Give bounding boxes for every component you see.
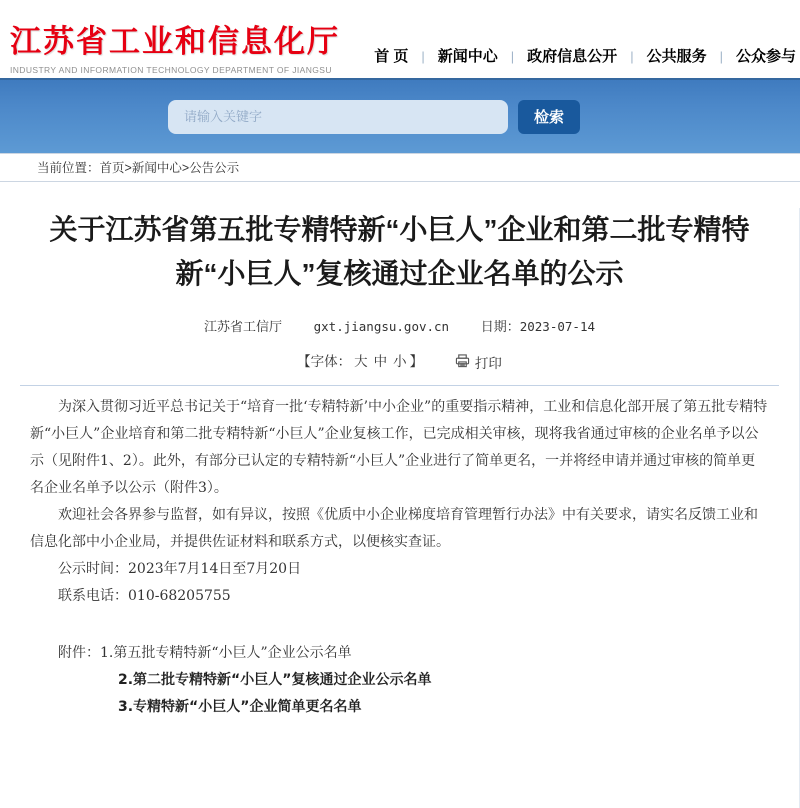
font-tools-suffix: 】	[409, 354, 424, 369]
printer-icon	[455, 354, 470, 369]
attachment-link-1[interactable]: 1.第五批专精特新“小巨人”企业公示名单	[100, 644, 352, 661]
attachment-line-1	[30, 640, 769, 667]
font-size-small[interactable]: 小	[393, 354, 407, 369]
font-tools-prefix: 【字体：	[297, 354, 352, 369]
nav-item-gov-info[interactable]: 政府信息公开	[527, 48, 618, 65]
date-label: 日期：	[480, 319, 520, 334]
attachment-link-2[interactable]: 2.第二批专精特新“小巨人”复核通过企业公示名单	[118, 671, 432, 688]
attachments-label: 附件：	[58, 644, 100, 661]
article	[0, 208, 799, 721]
site-subtitle: INDUSTRY AND INFORMATION TECHNOLOGY DEPARTMENT OF JIANGSU	[10, 65, 332, 75]
nav-item-home[interactable]: 首 页	[374, 48, 409, 65]
article-meta	[30, 316, 769, 335]
font-size-large[interactable]: 大	[354, 354, 368, 369]
attachments	[30, 640, 769, 721]
site-logo[interactable]	[10, 16, 340, 75]
site-title: 江苏省工业和信息化厅	[10, 24, 340, 59]
nav-separator: |	[719, 49, 723, 64]
article-body	[30, 394, 769, 721]
article-tools	[30, 350, 769, 372]
nav-item-news[interactable]: 新闻中心	[437, 48, 498, 65]
breadcrumb	[0, 153, 800, 182]
search-input[interactable]	[168, 100, 508, 134]
header-divider	[20, 385, 779, 386]
breadcrumb-path[interactable]: 首页>新闻中心>公告公示	[99, 161, 240, 175]
paragraph: 为深入贯彻习近平总书记关于“培育一批‘专精特新’中小企业”的重要指示精神，工业和信息化部开展了第五批专精特新“小巨人”企业培育和第二批专精特新“小巨人”企业复核工作，已完成相关审核，现将我省通过审核的企业名单予以公示（见附件1、2）。此外，有部分已认定的专精特新“小巨人”企业进行了简单更名，一并将经申请并通过审核的简单更名企业名单予以公示（附件3）。	[30, 398, 768, 496]
attachment-link-3[interactable]: 3.专精特新“小巨人”企业简单更名名单	[118, 698, 362, 715]
nav-separator: |	[630, 49, 634, 64]
nav-item-public-participation[interactable]: 公众参与	[735, 48, 796, 65]
nav-separator: |	[421, 49, 425, 64]
article-date	[481, 319, 595, 334]
main-nav	[374, 45, 796, 66]
search-band	[0, 78, 800, 153]
publicity-period: 公示时间：2023年7月14日至7月20日	[58, 560, 302, 577]
article-source: 江苏省工信厅	[203, 319, 282, 334]
search-button[interactable]: 检索	[518, 100, 580, 134]
print-label: 打印	[474, 355, 502, 371]
article-title: 关于江苏省第五批专精特新“小巨人”企业和第二批专精特新“小巨人”复核通过企业名单的公示	[49, 214, 750, 289]
print-button[interactable]	[455, 352, 502, 372]
main-content	[0, 208, 800, 808]
nav-separator: |	[510, 49, 515, 64]
breadcrumb-label: 当前位置：	[37, 161, 100, 175]
contact-phone: 联系电话：010-68205755	[58, 587, 231, 604]
paragraph: 欢迎社会各界参与监督，如有异议，按照《优质中小企业梯度培育管理暂行办法》中有关要求，请实名反馈工业和信息化部中小企业局，并提供佐证材料和联系方式，以便核实查证。	[30, 506, 758, 550]
font-size-medium[interactable]: 中	[373, 354, 388, 369]
article-site: gxt.jiangsu.gov.cn	[313, 319, 450, 334]
site-header	[0, 0, 800, 78]
date-value: 2023-07-14	[519, 319, 595, 334]
nav-item-public-service[interactable]: 公共服务	[646, 48, 707, 65]
